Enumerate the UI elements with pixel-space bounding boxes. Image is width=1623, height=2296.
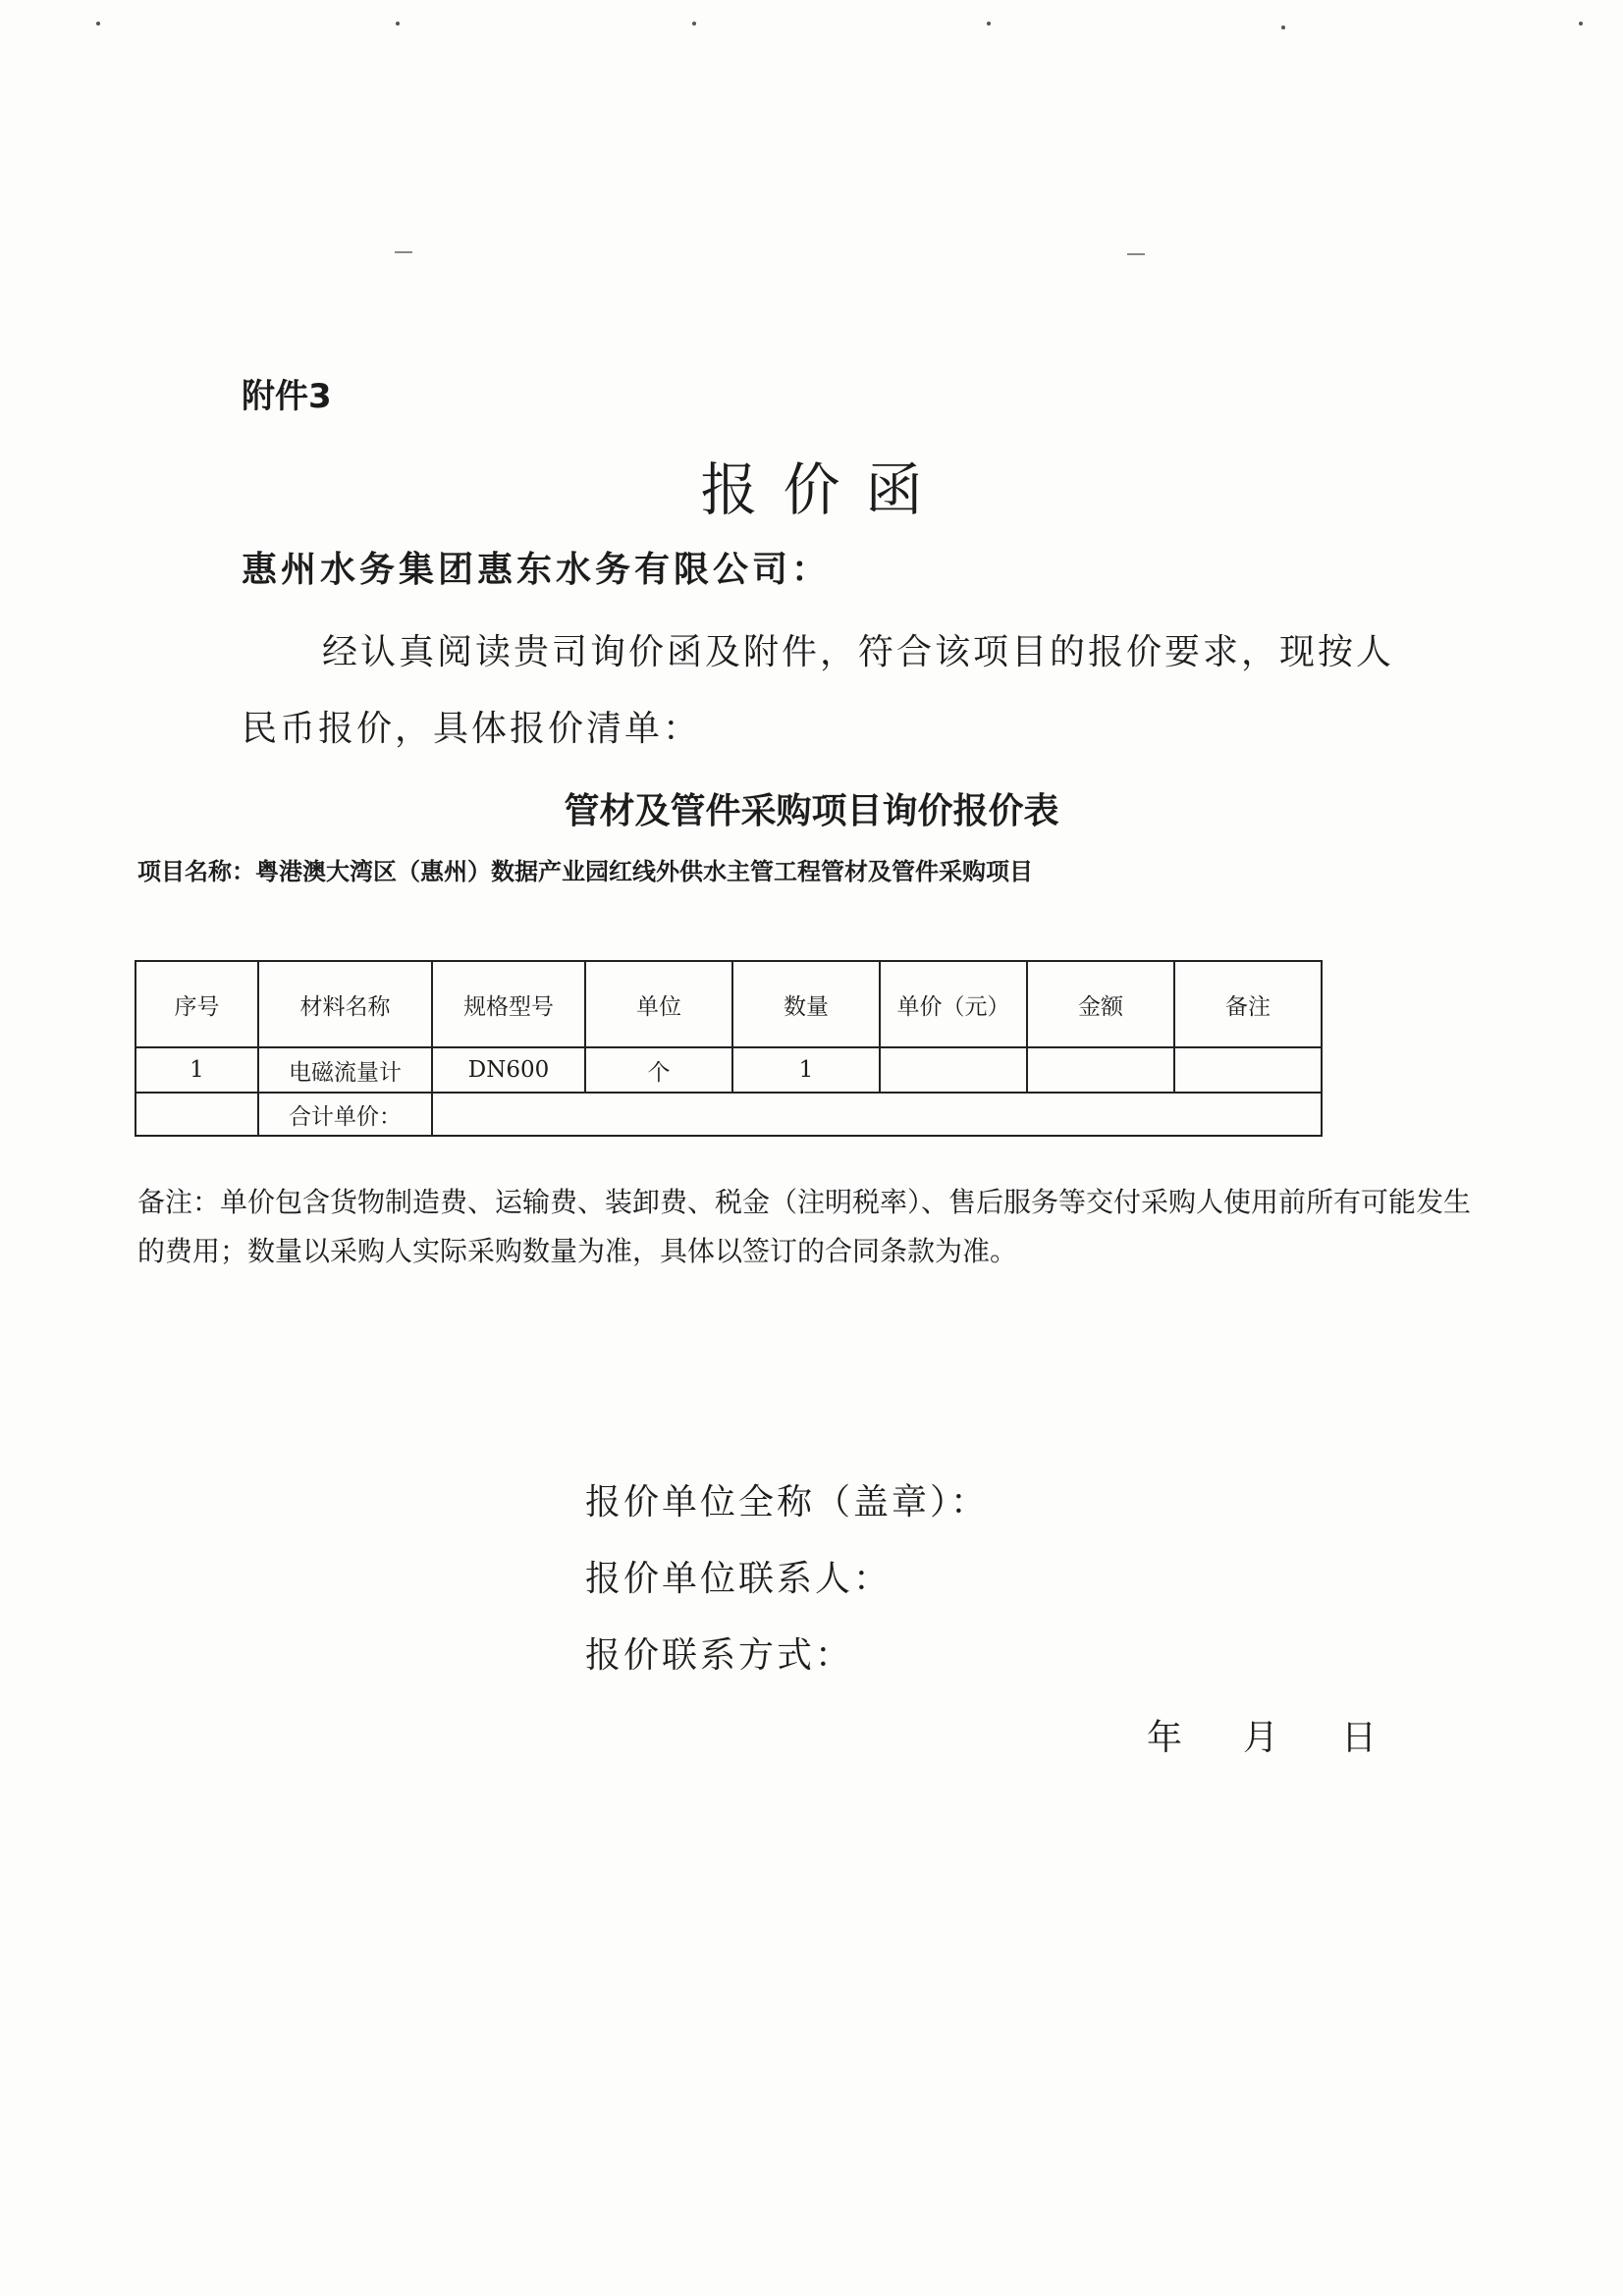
attachment-label: 附件3 [242, 377, 332, 416]
cell-unit: 个 [585, 1047, 732, 1093]
date-month-label: 月 [1243, 1718, 1279, 1758]
cell-remark[interactable] [1174, 1047, 1322, 1093]
cell-spec: DN600 [432, 1047, 585, 1093]
scan-speck [987, 22, 991, 26]
header-cell-unit: 单位 [585, 961, 732, 1047]
table-title: 管材及管件采购项目询价报价表 [564, 791, 1059, 831]
table-header-row [135, 961, 1322, 1047]
cell-quantity: 1 [732, 1047, 880, 1093]
scan-speck [692, 22, 696, 26]
scan-speck [96, 22, 100, 26]
total-index-cell [135, 1093, 258, 1136]
addressee: 惠州水务集团惠东水务有限公司： [242, 550, 832, 590]
cell-unit-price[interactable] [880, 1047, 1027, 1093]
date-year-label: 年 [1147, 1718, 1183, 1758]
scan-dash [1127, 253, 1145, 255]
cell-amount[interactable] [1027, 1047, 1174, 1093]
header-cell-quantity: 数量 [732, 961, 880, 1047]
table-row [135, 1047, 1322, 1093]
date-day-label: 日 [1341, 1718, 1378, 1758]
body-text-line-2: 民币报价，具体报价清单： [242, 709, 702, 749]
cell-material: 电磁流量计 [258, 1047, 432, 1093]
total-value[interactable] [432, 1093, 1322, 1136]
scan-speck [1579, 22, 1583, 26]
quote-table [135, 960, 1323, 1137]
body-text-line-1: 经认真阅读贵司询价函及附件，符合该项目的报价要求，现按人 [322, 632, 1395, 672]
scan-speck [1281, 26, 1285, 29]
header-cell-index: 序号 [135, 961, 258, 1047]
note: 备注：单价包含货物制造费、运输费、装卸费、税金（注明税率）、售后服务等交付采购人使用前所有可能发生的费用；数量以采购人实际采购数量为准，具体以签订的合同条款为准。 [137, 1186, 1472, 1267]
header-cell-amount: 金额 [1027, 961, 1174, 1047]
header-cell-material: 材料名称 [258, 961, 432, 1047]
cell-index: 1 [135, 1047, 258, 1093]
table-total-row [135, 1093, 1322, 1136]
header-cell-unit-price: 单价（元） [880, 961, 1027, 1047]
total-label: 合计单价： [258, 1093, 432, 1136]
contact-person-label: 报价单位联系人： [585, 1559, 893, 1599]
scan-speck [396, 22, 400, 26]
header-cell-spec: 规格型号 [432, 961, 585, 1047]
document-title: 报价函 [700, 456, 948, 523]
scan-dash [395, 251, 412, 253]
project-name: 项目名称：粤港澳大湾区（惠州）数据产业园红线外供水主管工程管材及管件采购项目 [137, 858, 1033, 885]
header-cell-remark: 备注 [1174, 961, 1322, 1047]
company-name-label: 报价单位全称（盖章）： [585, 1482, 990, 1522]
contact-method-label: 报价联系方式： [585, 1635, 854, 1676]
